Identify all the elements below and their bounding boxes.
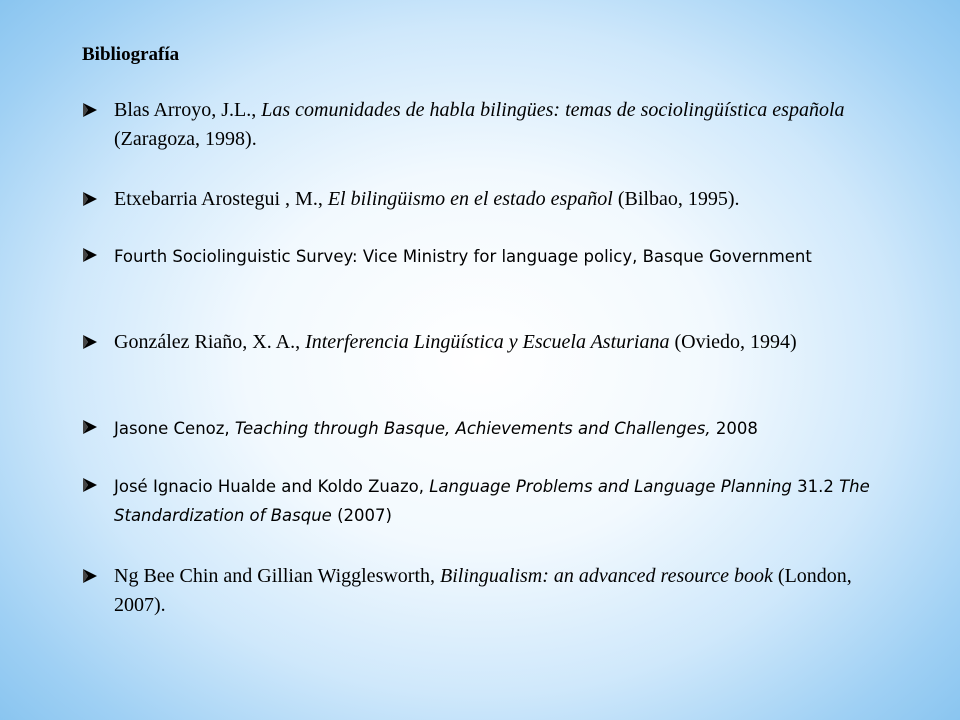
list-item [82,562,882,620]
reference-text [114,472,882,530]
arrow-bullet-icon [82,334,98,350]
reference-publication: (Oviedo, 1994) [669,331,797,353]
reference-text [114,185,882,214]
arrow-bullet-icon [82,419,98,435]
reference-author: Jasone Cenoz, [114,419,235,438]
list-item [82,472,882,530]
reference-publication: (London, 2007). [114,565,852,616]
list-item [82,242,882,271]
list-item [82,328,882,357]
reference-author: González Riaño, X. A., [114,331,306,353]
arrow-bullet-icon [82,247,98,263]
reference-title: Teaching through Basque, Achievements and Challenges, [234,419,711,438]
reference-author: Etxebarria Arostegui , M., [114,188,328,210]
reference-title: Language Problems and Language Planning [429,477,792,496]
arrow-bullet-icon [82,102,98,118]
reference-title: Las comunidades de habla bilingües: temas de sociolingüística española [261,99,845,121]
reference-text [114,328,882,357]
reference-publication: (2007) [331,506,392,525]
reference-publication: 2008 [710,419,758,438]
reference-text [114,242,882,271]
reference-publication: (Zaragoza, 1998). [114,128,257,150]
list-item [82,96,882,154]
reference-author: Fourth Sociolinguistic Survey: Vice Ministry for language policy, Basque Government [114,247,812,266]
reference-publication: (Bilbao, 1995). [612,188,740,210]
list-item [82,185,882,214]
page-title: Bibliografía [82,44,180,65]
reference-author: José Ignacio Hualde and Koldo Zuazo, [114,477,430,496]
reference-title: Bilingualism: an advanced resource book [440,565,773,587]
reference-title: El bilingüismo en el estado español [327,188,613,210]
reference-article-title: The Standardization of Basque [114,477,870,525]
reference-text [114,96,882,154]
reference-author: Blas Arroyo, J.L., [114,99,262,121]
reference-text [114,562,882,620]
reference-text [114,414,882,443]
reference-volume: 31.2 [791,477,840,496]
reference-author: Ng Bee Chin and Gillian Wigglesworth, [114,565,441,587]
arrow-bullet-icon [82,191,98,207]
reference-title: Interferencia Lingüística y Escuela Asturiana [305,331,670,353]
arrow-bullet-icon [82,477,98,493]
arrow-bullet-icon [82,568,98,584]
list-item [82,414,882,443]
